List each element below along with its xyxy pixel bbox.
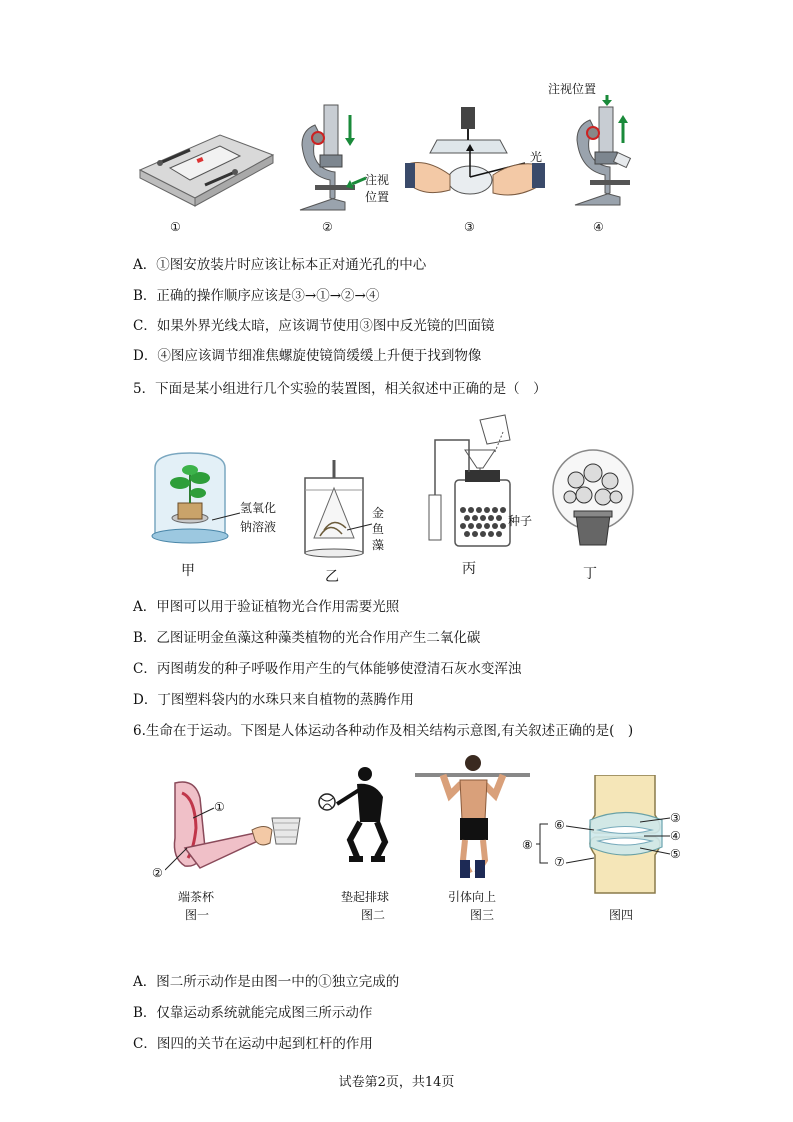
q6-figure-4-mark-7: ⑦ xyxy=(554,855,565,869)
q5-stem: 5．下面是某小组进行几个实验的装置图，相关叙述中正确的是（ ） xyxy=(133,381,547,397)
q6-figure-1-caption: 端茶杯 xyxy=(178,890,215,904)
q6-option-a: A．图二所示动作是由图一中的①独立完成的 xyxy=(133,974,400,990)
q6-figure-1-pointer-2 xyxy=(165,846,189,872)
q6-figure-2-title: 图二 xyxy=(361,908,386,922)
q6-figure-4-mark-5: ⑤ xyxy=(670,847,681,861)
q6-figure-4-mark-4: ④ xyxy=(670,829,681,843)
q6-figure-4-title: 图四 xyxy=(609,908,634,922)
q5-figure-yi-label: 乙 xyxy=(325,569,339,585)
q4-figure-3-mirror-hands xyxy=(405,105,545,210)
q5-figure-jia-note-1: 氢氧化 xyxy=(240,501,277,515)
q4-option-a: A．①图安放装片时应该让标本正对通光孔的中心 xyxy=(133,257,427,273)
q5-option-b: B．乙图证明金鱼藻这种藻类植物的光合作用产生二氧化碳 xyxy=(133,630,481,646)
q6-figure-4-mark-3: ③ xyxy=(670,811,681,825)
q4-option-b: B．正确的操作顺序应该是③→①→②→④ xyxy=(133,288,380,304)
q6-figure-4-brackets xyxy=(536,818,596,870)
q5-figure-ding-bagged-plant xyxy=(548,445,638,555)
q5-figure-bing-seed-bottle xyxy=(425,410,515,550)
q4-figure-2-note: 注视 位置 xyxy=(365,173,390,204)
q5-figure-jia-label: 甲 xyxy=(181,563,195,579)
q5-figure-yi-beaker xyxy=(300,458,370,558)
q6-figure-3-pull-up xyxy=(415,755,530,885)
q4-figure-2-microscope xyxy=(290,100,370,220)
q6-stem: 6.生命在于运动。下图是人体运动各种动作及相关结构示意图,有关叙述正确的是( ) xyxy=(133,723,634,739)
q6-figure-1-pointer-1 xyxy=(193,806,215,820)
q5-figure-bing-label: 丙 xyxy=(462,561,476,577)
q6-figure-3-caption: 引体向上 xyxy=(448,890,497,904)
q4-figure-2-label: ② xyxy=(322,220,333,234)
q4-figure-1-stage-slide xyxy=(135,130,275,210)
q6-figure-2-volleyball-player xyxy=(315,762,405,872)
q6-figure-1-title: 图一 xyxy=(185,908,210,922)
q6-option-c: C．图四的关节在运动中起到杠杆的作用 xyxy=(133,1036,373,1052)
q5-figure-ding-label: 丁 xyxy=(583,566,597,582)
q5-figure-jia-bell-jar xyxy=(150,448,230,548)
q5-figure-jia-pointer xyxy=(212,510,242,524)
q6-figure-1-mark-2: ② xyxy=(152,866,163,880)
q6-figure-1-mark-1: ① xyxy=(214,800,225,814)
q4-figure-4-microscope xyxy=(565,95,645,215)
q5-figure-jia-note-2: 钠溶液 xyxy=(240,520,277,534)
q5-option-a: A．甲图可以用于验证植物光合作用需要光照 xyxy=(133,599,400,615)
q6-figure-4-mark-8: ⑧ xyxy=(522,838,533,852)
q4-figure-1-label: ① xyxy=(170,220,181,234)
q4-figure-3-label: ③ xyxy=(464,220,475,234)
q5-figure-bing-note: 种子 xyxy=(508,514,533,528)
q6-figure-3-title: 图三 xyxy=(470,908,495,922)
page-footer: 试卷第2页，共14页 xyxy=(338,1075,455,1090)
q6-figure-4-mark-6: ⑥ xyxy=(554,818,565,832)
q4-option-c: C．如果外界光线太暗，应该调节使用③图中反光镜的凹面镜 xyxy=(133,318,495,334)
q4-figure-4-label: ④ xyxy=(593,220,604,234)
q5-figure-yi-pointer xyxy=(347,522,373,532)
q5-option-d: D．丁图塑料袋内的水珠只来自植物的蒸腾作用 xyxy=(133,692,414,708)
q6-figure-4-pointers xyxy=(640,816,672,860)
q5-option-c: C．丙图萌发的种子呼吸作用产生的气体能够使澄清石灰水变浑浊 xyxy=(133,661,522,677)
q6-figure-2-caption: 垫起排球 xyxy=(341,890,390,904)
q5-figure-yi-note: 金鱼藻 xyxy=(372,506,385,552)
q4-figure-4-note: 注视位置 xyxy=(548,82,597,96)
q4-option-d: D．④图应该调节细准焦螺旋使镜筒缓缓上升便于找到物像 xyxy=(133,348,482,364)
q6-option-b: B．仅靠运动系统就能完成图三所示动作 xyxy=(133,1005,373,1021)
q4-figure-3-note: 光 xyxy=(530,150,543,164)
